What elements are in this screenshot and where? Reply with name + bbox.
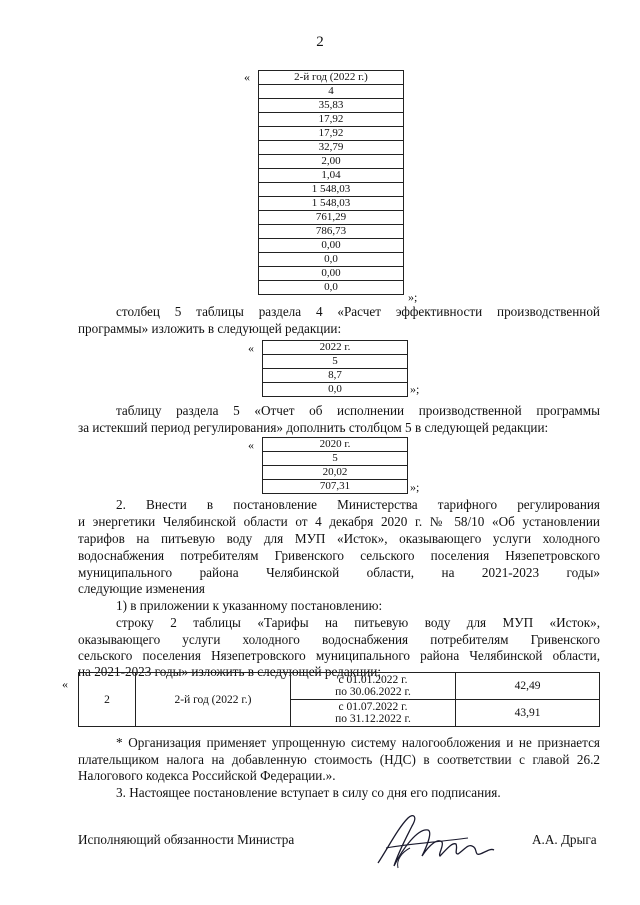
- table-row: [263, 480, 408, 494]
- table-row: [259, 239, 404, 253]
- open-quote: «: [248, 341, 254, 355]
- table-cell: 1 548,03: [259, 197, 404, 211]
- table-cell: 20,02: [263, 466, 408, 480]
- open-quote: «: [62, 677, 68, 691]
- table-cell: 0,00: [259, 239, 404, 253]
- paragraph-line: строку 2 таблицы «Тарифы на питьевую воду для МУП «Исток»,: [116, 615, 600, 630]
- table-row: [263, 369, 408, 383]
- table-cell: 35,83: [259, 99, 404, 113]
- table-cell: 0,00: [259, 267, 404, 281]
- table-cell: 2,00: [259, 155, 404, 169]
- table-cell: 2-й год (2022 г.): [259, 71, 404, 85]
- period-cell: [291, 673, 456, 700]
- table-row: [263, 383, 408, 397]
- table-row: [263, 438, 408, 452]
- table-row: [259, 211, 404, 225]
- paragraph-line: сельского поселения Нязепетровского муниципального района Челябинской области,: [78, 648, 600, 663]
- paragraph-line: столбец 5 таблицы раздела 4 «Расчет эффективности производственной: [116, 304, 600, 319]
- paragraph-line: за истекший период регулирования» дополнить столбцом 5 в следующей редакции:: [78, 420, 549, 435]
- table-cell: 707,31: [263, 480, 408, 494]
- table-row: [259, 127, 404, 141]
- period-start: с 01.07.2022 г.: [338, 701, 408, 713]
- close-quote: »;: [408, 290, 418, 304]
- table-row: [263, 341, 408, 355]
- table-row: [259, 85, 404, 99]
- table-year-2022: [258, 70, 404, 295]
- table-cell: 32,79: [259, 141, 404, 155]
- item-1: 1) в приложении к указанному постановлению:: [116, 598, 383, 613]
- table-row: [259, 183, 404, 197]
- page-number: 2: [316, 34, 324, 50]
- table-row: [259, 113, 404, 127]
- table-cell: 17,92: [259, 113, 404, 127]
- table-row: [259, 281, 404, 295]
- paragraph-line: и энергетики Челябинской области от 4 декабря 2020 г. № 58/10 «Об установлении: [78, 514, 600, 529]
- table-cell: 4: [259, 85, 404, 99]
- table-row: [259, 253, 404, 267]
- year-cell: 2-й год (2022 г.): [136, 673, 291, 727]
- tariff-table: [78, 672, 600, 727]
- table-cell: 8,7: [263, 369, 408, 383]
- period-end: по 31.12.2022 г.: [335, 713, 411, 725]
- tariff-value: 43,91: [456, 700, 600, 727]
- table-row: [263, 452, 408, 466]
- table-cell: 1 548,03: [259, 183, 404, 197]
- close-quote: »;: [410, 480, 420, 494]
- table-cell: 1,04: [259, 169, 404, 183]
- table-cell: 0,0: [263, 383, 408, 397]
- table-row: [259, 141, 404, 155]
- table-row: [263, 355, 408, 369]
- period-end: по 30.06.2022 г.: [335, 686, 411, 698]
- table-row: [259, 197, 404, 211]
- signature-image: [368, 808, 508, 878]
- paragraph-line: таблицу раздела 5 «Отчет об исполнении производственной программы: [116, 403, 600, 418]
- tariff-value: 42,49: [456, 673, 600, 700]
- paragraph-line: тарифов на питьевую воду для МУП «Исток», оказывающего услуги холодного: [78, 531, 600, 546]
- paragraph-line: водоснабжения потребителям Гривенского сельского поселения Нязепетровского: [78, 548, 600, 563]
- table-cell: 786,73: [259, 225, 404, 239]
- period-start: с 01.01.2022 г.: [338, 674, 408, 686]
- signatory-name: А.А. Дрыга: [532, 832, 597, 847]
- open-quote: «: [248, 438, 254, 452]
- table-row: [259, 169, 404, 183]
- table-row: [259, 99, 404, 113]
- period-cell: [291, 700, 456, 727]
- table-row: [259, 267, 404, 281]
- table-cell: 5: [263, 452, 408, 466]
- table-row: [259, 225, 404, 239]
- table-report: [262, 437, 408, 494]
- row-number: 2: [79, 673, 136, 727]
- footnote-line: плательщиком налога на добавленную стоимость (НДС) в соответствии с главой 26.2: [78, 752, 600, 767]
- paragraph-line: программы» изложить в следующей редакции:: [78, 321, 342, 336]
- open-quote: «: [244, 70, 250, 84]
- table-row: [263, 466, 408, 480]
- table-cell: 5: [263, 355, 408, 369]
- paragraph-line: 2. Внести в постановление Министерства тарифного регулирования: [116, 497, 600, 512]
- paragraph-line: муниципального района Челябинской области, на 2021-2023 годы»: [78, 565, 600, 580]
- paragraph-line: на 2021-2023 годы» изложить в следующей редакции:: [78, 664, 381, 679]
- footnote-line: Налогового кодекса Российской Федерации.».: [78, 768, 336, 783]
- table-cell: 0,0: [259, 253, 404, 267]
- paragraph-line: оказывающего услуги холодного водоснабжения потребителям Гривенского: [78, 632, 600, 647]
- table-cell: 761,29: [259, 211, 404, 225]
- item-3: 3. Настоящее постановление вступает в силу со дня его подписания.: [116, 785, 501, 800]
- table-row: [259, 71, 404, 85]
- signatory-position: Исполняющий обязанности Министра: [78, 832, 295, 847]
- footnote-line: * Организация применяет упрощенную систему налогообложения и не признается: [116, 735, 600, 750]
- table-cell: 2020 г.: [263, 438, 408, 452]
- table-cell: 0,0: [259, 281, 404, 295]
- table-row: [259, 155, 404, 169]
- paragraph-line: следующие изменения: [78, 581, 206, 596]
- close-quote: »;: [410, 382, 420, 396]
- table-cell: 17,92: [259, 127, 404, 141]
- table-cell: 2022 г.: [263, 341, 408, 355]
- table-efficiency: [262, 340, 408, 397]
